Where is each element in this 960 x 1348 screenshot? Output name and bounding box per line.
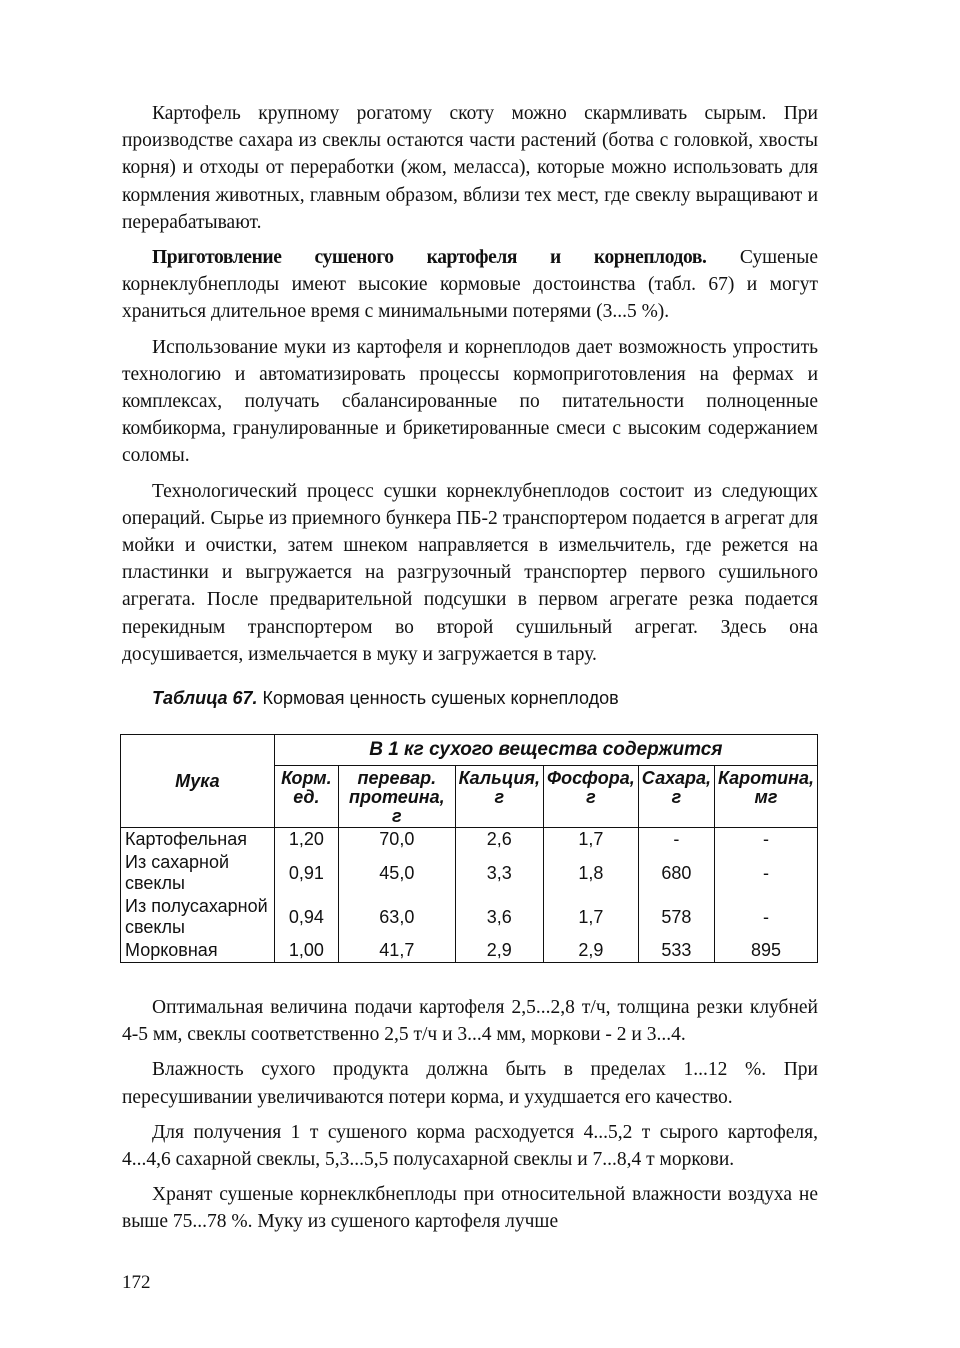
cell-value: - bbox=[715, 895, 818, 939]
cell-value: 45,0 bbox=[339, 851, 456, 895]
cell-value: 2,9 bbox=[455, 939, 543, 963]
text-block-bottom bbox=[122, 994, 818, 1244]
group-header: В 1 кг сухого вещества содержится bbox=[274, 735, 817, 766]
table-row bbox=[121, 895, 818, 939]
cell-value: 41,7 bbox=[339, 939, 456, 963]
paragraph-2: Приготовление сушеного картофеля и корнеплодов. Сушеные корнеклубнеплоды имеют высокие кормовые достоинства (табл. 67) и могут храниться длительное время с минимальными потерями (3...5 %). bbox=[122, 247, 818, 323]
col-header-phosphorus: Фосфора, г bbox=[544, 766, 639, 828]
cell-value: 1,7 bbox=[544, 895, 639, 939]
table-caption bbox=[152, 688, 619, 709]
row-name: Из сахарной свеклы bbox=[121, 851, 275, 895]
col-header-meal: Мука bbox=[121, 735, 275, 828]
row-name: Картофельная bbox=[121, 828, 275, 852]
cell-value: 3,3 bbox=[455, 851, 543, 895]
cell-value: - bbox=[715, 828, 818, 852]
table-row bbox=[121, 851, 818, 895]
paragraph-lead-heading: Приготовление сушеного картофеля и корнеплодов. bbox=[152, 247, 707, 269]
paragraph-4: Технологический процесс сушки корнеклубнеплодов состоит из следующих операций. Сырье из приемного бункера ПБ-2 транспортером подается в агрегат для мойки и очистки, затем шнеком направляется в измельчитель, где режется на пластинки и выгружается на разгрузочный транспортер первого сушильного агрегата. После предварительной подсушки в первом агрегате резка подается перекидным транспортером во второй сушильный агрегат. Здесь она досушивается, измельчается в муку и загружается в тару. bbox=[122, 480, 818, 665]
paragraph-7: Для получения 1 т сушеного корма расходуется 4...5,2 т сырого картофеля, 4...4,6 сахарной свеклы, 5,3...5,5 полусахарной свеклы и 7...8,4 т моркови. bbox=[122, 1121, 818, 1171]
paragraph-3: Использование муки из картофеля и корнеплодов дает возможность упростить технологию и автоматизировать процессы кормоприготовления на фермах и комплексах, получать сбалансированные по питательности полноценные комбикорма, гранулированные и брикетированные смеси с высоким содержанием соломы. bbox=[122, 336, 818, 467]
cell-value: 63,0 bbox=[339, 895, 456, 939]
cell-value: 2,9 bbox=[544, 939, 639, 963]
row-name: Из полусахарной свеклы bbox=[121, 895, 275, 939]
cell-value: - bbox=[715, 851, 818, 895]
paragraph-6: Влажность сухого продукта должна быть в пределах 1...12 %. При пересушивании увеличиваются потери корма, и ухудшается его качество. bbox=[122, 1059, 818, 1108]
cell-value: - bbox=[638, 828, 714, 852]
table-row bbox=[121, 828, 818, 852]
text-block-top bbox=[122, 100, 818, 676]
cell-value: 2,6 bbox=[455, 828, 543, 852]
cell-value: 578 bbox=[638, 895, 714, 939]
cell-value: 680 bbox=[638, 851, 714, 895]
col-header-protein: перевар. протеина, г bbox=[339, 766, 456, 828]
paragraph-5: Оптимальная величина подачи картофеля 2,5...2,8 т/ч, толщина резки клубней 4-5 мм, свеклы соответственно 2,5 т/ч и 3...4 мм, моркови - 2 и 3...4. bbox=[122, 997, 818, 1046]
table-caption-title: Кормовая ценность сушеных корнеплодов bbox=[257, 688, 619, 708]
cell-value: 1,00 bbox=[274, 939, 338, 963]
cell-value: 895 bbox=[715, 939, 818, 963]
paragraph-8: Хранят сушеные корнеклкбнеплоды при относительной влажности воздуха не выше 75...78 %. Муку из сушеного картофеля лучше bbox=[122, 1184, 818, 1233]
paragraph-1: Картофель крупному рогатому скоту можно скармливать сырым. При производстве сахара из свеклы остаются части растений (ботва с головкой, хвосты корня) и отходы от переработки (жом, меласса), которые можно использовать для кормления животных, главным образом, вблизи тех мест, где свеклу выращивают и перерабатывают. bbox=[122, 103, 818, 233]
table-row bbox=[121, 939, 818, 963]
col-header-carotene: Каротина, мг bbox=[715, 766, 818, 828]
cell-value: 1,20 bbox=[274, 828, 338, 852]
cell-value: 533 bbox=[638, 939, 714, 963]
col-header-calcium: Кальция, г bbox=[455, 766, 543, 828]
page-number: 172 bbox=[122, 1272, 151, 1293]
feed-value-table bbox=[120, 734, 818, 963]
cell-value: 0,91 bbox=[274, 851, 338, 895]
col-header-sugar: Сахара, г bbox=[638, 766, 714, 828]
cell-value: 70,0 bbox=[339, 828, 456, 852]
row-name: Морковная bbox=[121, 939, 275, 963]
cell-value: 1,8 bbox=[544, 851, 639, 895]
cell-value: 0,94 bbox=[274, 895, 338, 939]
cell-value: 3,6 bbox=[455, 895, 543, 939]
cell-value: 1,7 bbox=[544, 828, 639, 852]
col-header-feed-units: Корм. ед. bbox=[274, 766, 338, 828]
table-caption-number: Таблица 67. bbox=[152, 688, 258, 708]
